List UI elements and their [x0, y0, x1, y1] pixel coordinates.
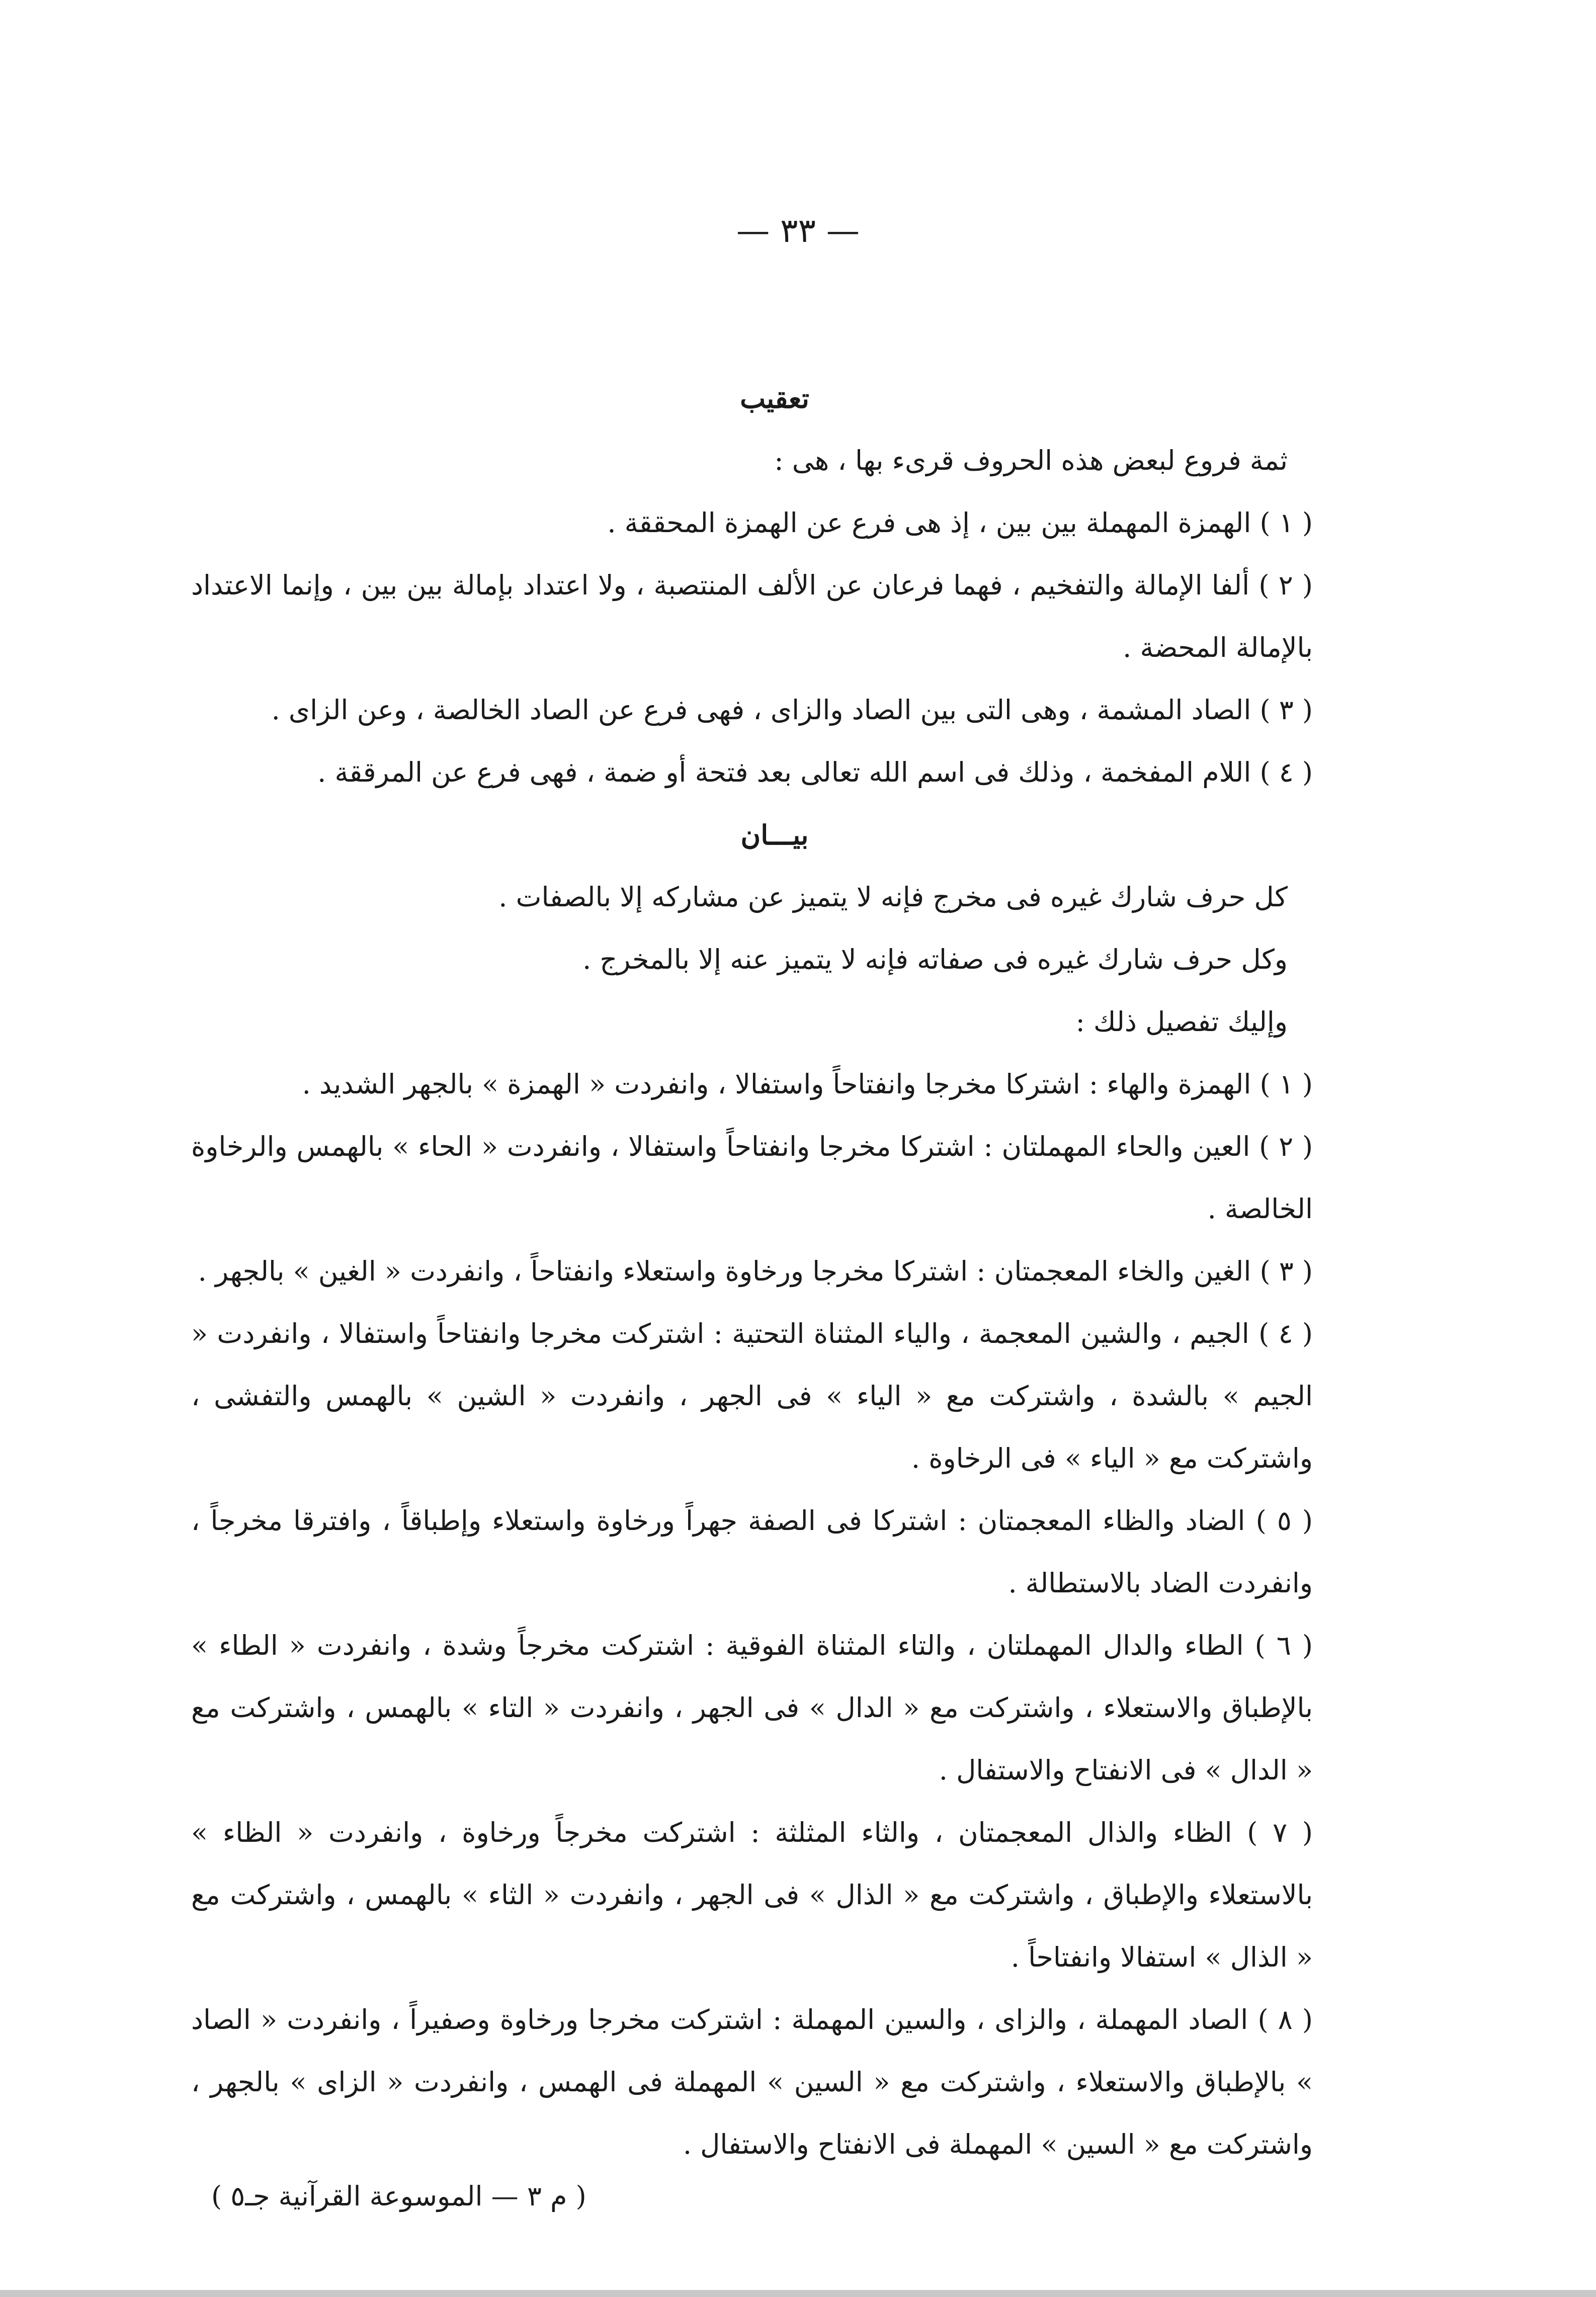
detail-item-1: ( ١ ) الهمزة والهاء : اشتركا مخرجا وانفتاحاً واستفالا ، وانفردت « الهمزة » بالجهر الشديد . — [302, 1068, 1313, 1100]
scan-bottom-edge — [0, 2290, 1596, 2297]
statement-3: وإليك تفصيل ذلك : — [1075, 1006, 1288, 1038]
statement-2: وكل حرف شارك غيره فى صفاته فإنه لا يتميز عنه إلا بالمخرج . — [582, 944, 1288, 975]
statement-1: كل حرف شارك غيره فى مخرج فإنه لا يتميز عن مشاركه إلا بالصفات . — [498, 881, 1288, 913]
section-heading-bayan: بيـــان — [740, 819, 809, 851]
branch-item-4: ( ٤ ) اللام المفخمة ، وذلك فى اسم الله تعالى بعد فتحة أو ضمة ، فهى فرع عن المرققة . — [317, 756, 1313, 788]
page-footer: ( م ٣ — الموسوعة القرآنية جـ٥ ) — [211, 2180, 586, 2212]
branch-item-3: ( ٣ ) الصاد المشمة ، وهى التى بين الصاد والزاى ، فهى فرع عن الصاد الخالصة ، وعن الزاى . — [271, 694, 1313, 726]
page-body — [191, 367, 1318, 2176]
branch-item-1: ( ١ ) الهمزة المهملة بين بين ، إذ هى فرع عن الهمزة المحققة . — [607, 507, 1313, 539]
intro-paragraph: ثمة فروع لبعض هذه الحروف قرىء بها ، هى : — [774, 445, 1288, 476]
detail-item-4: ( ٤ ) الجيم ، والشين المعجمة ، والياء المثناة التحتية : اشتركت مخرجا وانفتاحاً واستفالا ، وانفردت « الجيم » بالشدة ، واشتركت مع « الياء » فى الجهر ، وانفردت « الشين » بالهمس والتفشى ، واشتركت مع « الياء » فى الرخاوة . — [191, 1318, 1313, 1474]
branch-item-2: ( ٢ ) ألفا الإمالة والتفخيم ، فهما فرعان عن الألف المنتصبة ، ولا اعتداد بإمالة بين بين ، وإنما الاعتداد بالإمالة المحضة . — [191, 569, 1313, 663]
detail-item-3: ( ٣ ) الغين والخاء المعجمتان : اشتركا مخرجا ورخاوة واستعلاء وانفتاحاً ، وانفردت « الغين » بالجهر . — [198, 1255, 1313, 1287]
page-number: — ٣٣ — — [736, 211, 860, 250]
detail-item-8: ( ٨ ) الصاد المهملة ، والزاى ، والسين المهملة : اشتركت مخرجا ورخاوة وصفيراً ، وانفردت « الصاد » بالإطباق والاستعلاء ، واشتركت مع « السين » المهملة فى الهمس ، وانفردت « الزاى » بالجهر ، واشتركت مع « السين » المهملة فى الانفتاح والاستفال . — [191, 2004, 1313, 2160]
detail-item-7: ( ٧ ) الظاء والذال المعجمتان ، والثاء المثلثة : اشتركت مخرجاً ورخاوة ، وانفردت « الظاء » بالاستعلاء والإطباق ، واشتركت مع « الذال » فى الجهر ، وانفردت « الثاء » بالهمس ، واشتركت مع « الذال » استفالا وانفتاحاً . — [191, 1817, 1313, 1973]
detail-item-2: ( ٢ ) العين والحاء المهملتان : اشتركا مخرجا وانفتاحاً واستفالا ، وانفردت « الحاء » بالهمس والرخاوة الخالصة . — [191, 1131, 1313, 1225]
detail-item-6: ( ٦ ) الطاء والدال المهملتان ، والتاء المثناة الفوقية : اشتركت مخرجاً وشدة ، وانفردت « الطاء » بالإطباق والاستعلاء ، واشتركت مع « الدال » فى الجهر ، وانفردت « التاء » بالهمس ، واشتركت مع « الدال » فى الانفتاح والاستفال . — [191, 1630, 1313, 1786]
detail-item-5: ( ٥ ) الضاد والظاء المعجمتان : اشتركا فى الصفة جهراً ورخاوة واستعلاء وإطباقاً ، وافترقا مخرجاً ، وانفردت الضاد بالاستطالة . — [191, 1505, 1313, 1599]
section-heading-taqib: تعقيب — [740, 382, 809, 414]
